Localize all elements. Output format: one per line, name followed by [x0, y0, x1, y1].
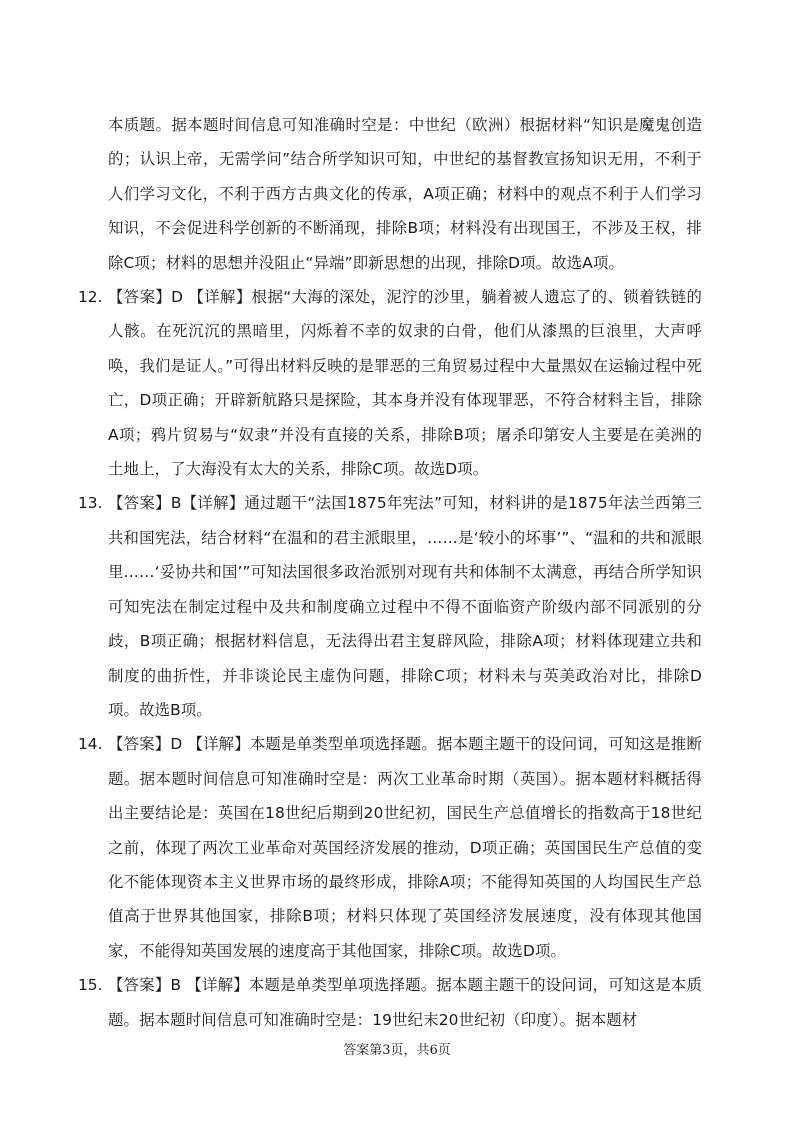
- item-number: 12.: [78, 288, 103, 307]
- answer-item-13: [78, 486, 702, 727]
- item-number: 13.: [78, 494, 103, 513]
- item-text: 【答案】D 【详解】根据“大海的深处，泥泞的沙里，躺着被人遗忘了的、锁着铁链的人骸。在死沉沉的黑暗里，闪烁着不幸的奴隶的白骨，他们从漆黑的巨浪里，大声呼唤，我们是证人。”可得出材料反映的是罪恶的三角贸易过程中大量黑奴在运输过程中死亡，D项正确；开辟新航路只是探险，其本身并没有体现罪恶，不符合材料主旨，排除A项；鸦片贸易与“奴隶”并没有直接的关系，排除B项；屠杀印第安人主要是在美洲的土地上，了大海没有太大的关系，排除C项。故选D项。: [108, 288, 702, 479]
- item-text: 【答案】B【详解】通过题干“法国1875年宪法”可知，材料讲的是1875年法兰西第三共和国宪法，结合材料“在温和的君主派眼里，……是‘较小的坏事’”、“温和的共和派眼里……‘妥协共和国’”可知法国很多政治派别对现有共和体制不太满意，再结合所学知识可知宪法在制定过程中及共和制度确立过程中不得不面临资产阶级内部不同派别的分歧，B项正确；根据材料信息，无法得出君主复辟风险，排除A项；材料体现建立共和制度的曲折性，并非谈论民主虚伪问题，排除C项；材料未与英美政治对比，排除D项。故选B项。: [108, 494, 702, 719]
- answer-item-14: [78, 727, 702, 968]
- item-number: 14.: [78, 735, 103, 754]
- answer-item-12: [78, 280, 702, 486]
- answer-item-15: [78, 968, 702, 1037]
- page-footer: 答案第3页，共6页: [343, 1043, 451, 1058]
- answer-content: [78, 108, 702, 1037]
- continued-paragraph-11: 本质题。据本题时间信息可知准确时空是：中世纪（欧洲）根据材料“知识是魔鬼创造的；认识上帝，无需学问”结合所学知识可知，中世纪的基督教宣扬知识无用，不利于人们学习文化，不利于西方古典文化的传承，A项正确；材料中的观点不利于人们学习知识，不会促进科学创新的不断涌现，排除B项；材料没有出现国王，不涉及王权，排除C项；材料的思想并没阻止“异端”即新思想的出现，排除D项。故选A项。: [108, 116, 702, 272]
- item-text: 【答案】B 【详解】本题是单类型单项选择题。据本题主题干的设问词，可知这是本质题。据本题时间信息可知准确时空是：19世纪末20世纪初（印度）。据本题材: [108, 976, 702, 1029]
- item-text: 【答案】D 【详解】本题是单类型单项选择题。据本题主题干的设问词，可知这是推断题。据本题时间信息可知准确时空是：两次工业革命时期（英国）。据本题材料概括得出主要结论是：英国在18世纪后期到20世纪初，国民生产总值增长的指数高于18世纪之前，体现了两次工业革命对英国经济发展的推动，D项正确；英国国民生产总值的变化不能体现资本主义世界市场的最终形成，排除A项；不能得知英国的人均国民生产总值高于世界其他国家，排除B项；材料只体现了英国经济发展速度，没有体现其他国家，不能得知英国发展的速度高于其他国家，排除C项。故选D项。: [108, 735, 702, 960]
- item-number: 15.: [78, 976, 103, 995]
